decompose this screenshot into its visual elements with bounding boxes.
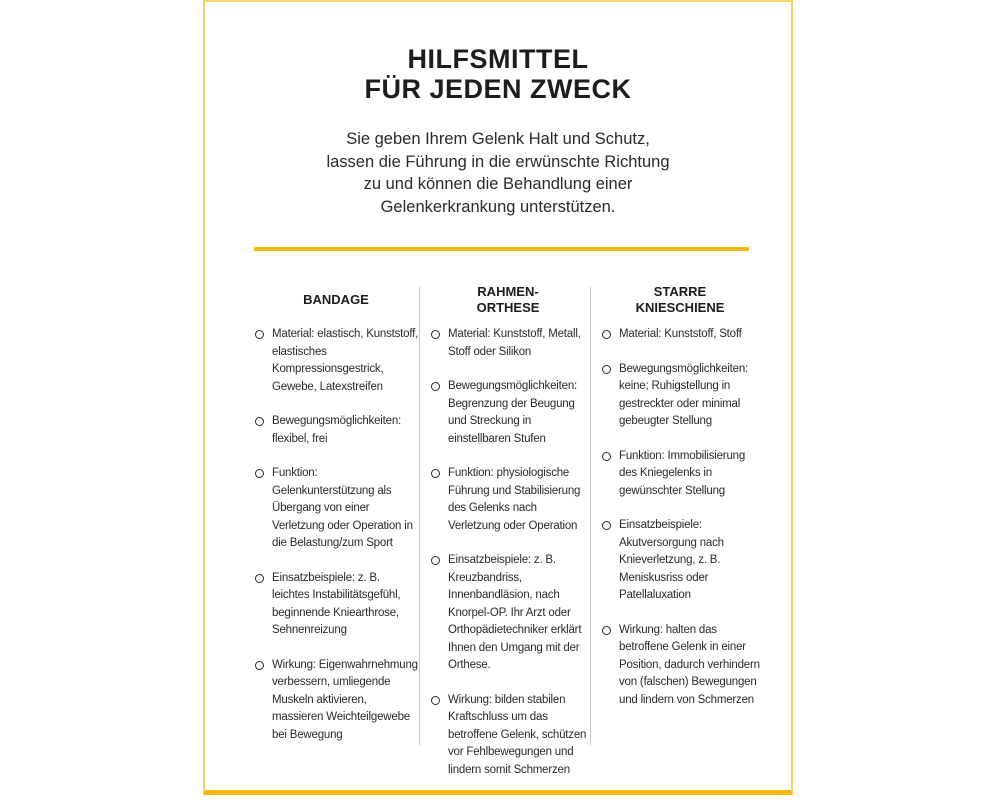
list-item [428, 552, 588, 675]
circle-bullet-icon [602, 365, 611, 374]
intro-line: Gelenkerkrankung unterstützen. [380, 198, 616, 217]
list-item [252, 413, 420, 448]
circle-bullet-icon [431, 382, 440, 391]
circle-bullet-icon [255, 469, 264, 478]
item-text: Material: Kunststoff, Metall, Stoff oder Silikon [448, 328, 581, 358]
list-item [599, 326, 761, 344]
list-item [428, 326, 588, 361]
circle-bullet-icon [255, 330, 264, 339]
list-item [252, 465, 420, 553]
list-item [599, 517, 761, 605]
intro-text [205, 128, 791, 219]
bullet-list [599, 326, 761, 709]
column-heading [252, 280, 420, 320]
item-text: Funktion: Immobilisierung des Kniegelenks in gewünschter Stellung [619, 449, 746, 497]
heading-line: BANDAGE [303, 292, 369, 307]
circle-bullet-icon [602, 521, 611, 530]
column-heading [428, 280, 588, 320]
item-text: Bewegungsmöglichkeiten: flexibel, frei [272, 415, 402, 445]
item-text: Funktion: physiologische Führung und Stabilisierung des Gelenks nach Verletzung oder Operation [448, 467, 581, 532]
item-text: Einsatzbeispiele: z. B. Kreuzbandriss, Innenbandläsion, nach Knorpel-OP. Ihr Arzt oder Orthopädietechniker erklärt Ihnen den Umgang mit der Orthese. [448, 554, 582, 671]
item-text: Material: Kunststoff, Stoff [619, 328, 742, 340]
list-item [599, 622, 761, 710]
list-item [252, 657, 420, 745]
list-item [428, 465, 588, 535]
item-text: Funktion: Gelenkunterstützung als Übergang von einer Verletzung oder Operation in die Belastung/zum Sport [272, 467, 413, 549]
item-text: Bewegungsmöglichkeiten: Begrenzung der Beugung und Streckung in einstellbaren Stufen [448, 380, 578, 445]
circle-bullet-icon [431, 556, 440, 565]
intro-line: Sie geben Ihrem Gelenk Halt und Schutz, [346, 130, 650, 148]
item-text: Einsatzbeispiele: Akutversorgung nach Knieverletzung, z. B. Meniskusriss oder Patellaluxation [619, 519, 724, 601]
circle-bullet-icon [431, 469, 440, 478]
circle-bullet-icon [602, 626, 611, 635]
column-starre-knieschiene [599, 280, 761, 726]
list-item [252, 570, 420, 640]
column-heading [599, 280, 761, 320]
item-text: Wirkung: bilden stabilen Kraftschluss um das betroffene Gelenk, schützen vor Fehlbewegungen und lindern somit Schmerzen [448, 693, 587, 776]
accent-divider [254, 247, 749, 251]
heading-line: STARRE [653, 284, 707, 299]
list-item [252, 326, 420, 396]
circle-bullet-icon [255, 661, 264, 670]
circle-bullet-icon [602, 452, 611, 461]
list-item [428, 692, 588, 780]
list-item [599, 361, 761, 431]
item-text: Bewegungsmöglichkeiten: keine; Ruhigstellung in gestreckter oder minimal gebeugter Stellung [619, 362, 749, 427]
list-item [599, 448, 761, 501]
title-line: HILFSMITTEL [407, 44, 589, 74]
column-bandage [252, 280, 420, 761]
circle-bullet-icon [255, 417, 264, 426]
heading-line: RAHMEN- [477, 284, 539, 299]
column-rahmen-orthese [428, 280, 588, 796]
circle-bullet-icon [602, 330, 611, 339]
circle-bullet-icon [431, 330, 440, 339]
page-title [205, 44, 791, 104]
circle-bullet-icon [255, 574, 264, 583]
intro-line: lassen die Führung in die erwünschte Richtung [326, 152, 670, 171]
item-text: Material: elastisch, Kunststoff, elastisches Kompressionsgestrick, Gewebe, Latexstreifen [272, 328, 419, 393]
item-text: Wirkung: halten das betroffene Gelenk in einer Position, dadurch verhindern von (falschen) Bewegungen und lindern von Schmerzen [619, 623, 760, 706]
heading-line: ORTHESE [476, 300, 540, 315]
heading-line: KNIESCHIENE [635, 300, 725, 315]
column-divider [590, 287, 591, 745]
circle-bullet-icon [431, 696, 440, 705]
bullet-list [252, 326, 420, 744]
item-text: Wirkung: Eigenwahrnehmung verbessern, umliegende Muskeln aktivieren, massieren Weichteilgewebe bei Bewegung [272, 658, 418, 741]
bullet-list [428, 326, 588, 779]
title-line: FÜR JEDEN ZWECK [364, 74, 632, 104]
item-text: Einsatzbeispiele: z. B. leichtes Instabilitätsgefühl, beginnende Kniearthrose, Sehnenreizung [272, 571, 401, 636]
column-divider [419, 287, 420, 745]
intro-line: zu und können die Behandlung einer [363, 175, 633, 194]
list-item [428, 378, 588, 448]
